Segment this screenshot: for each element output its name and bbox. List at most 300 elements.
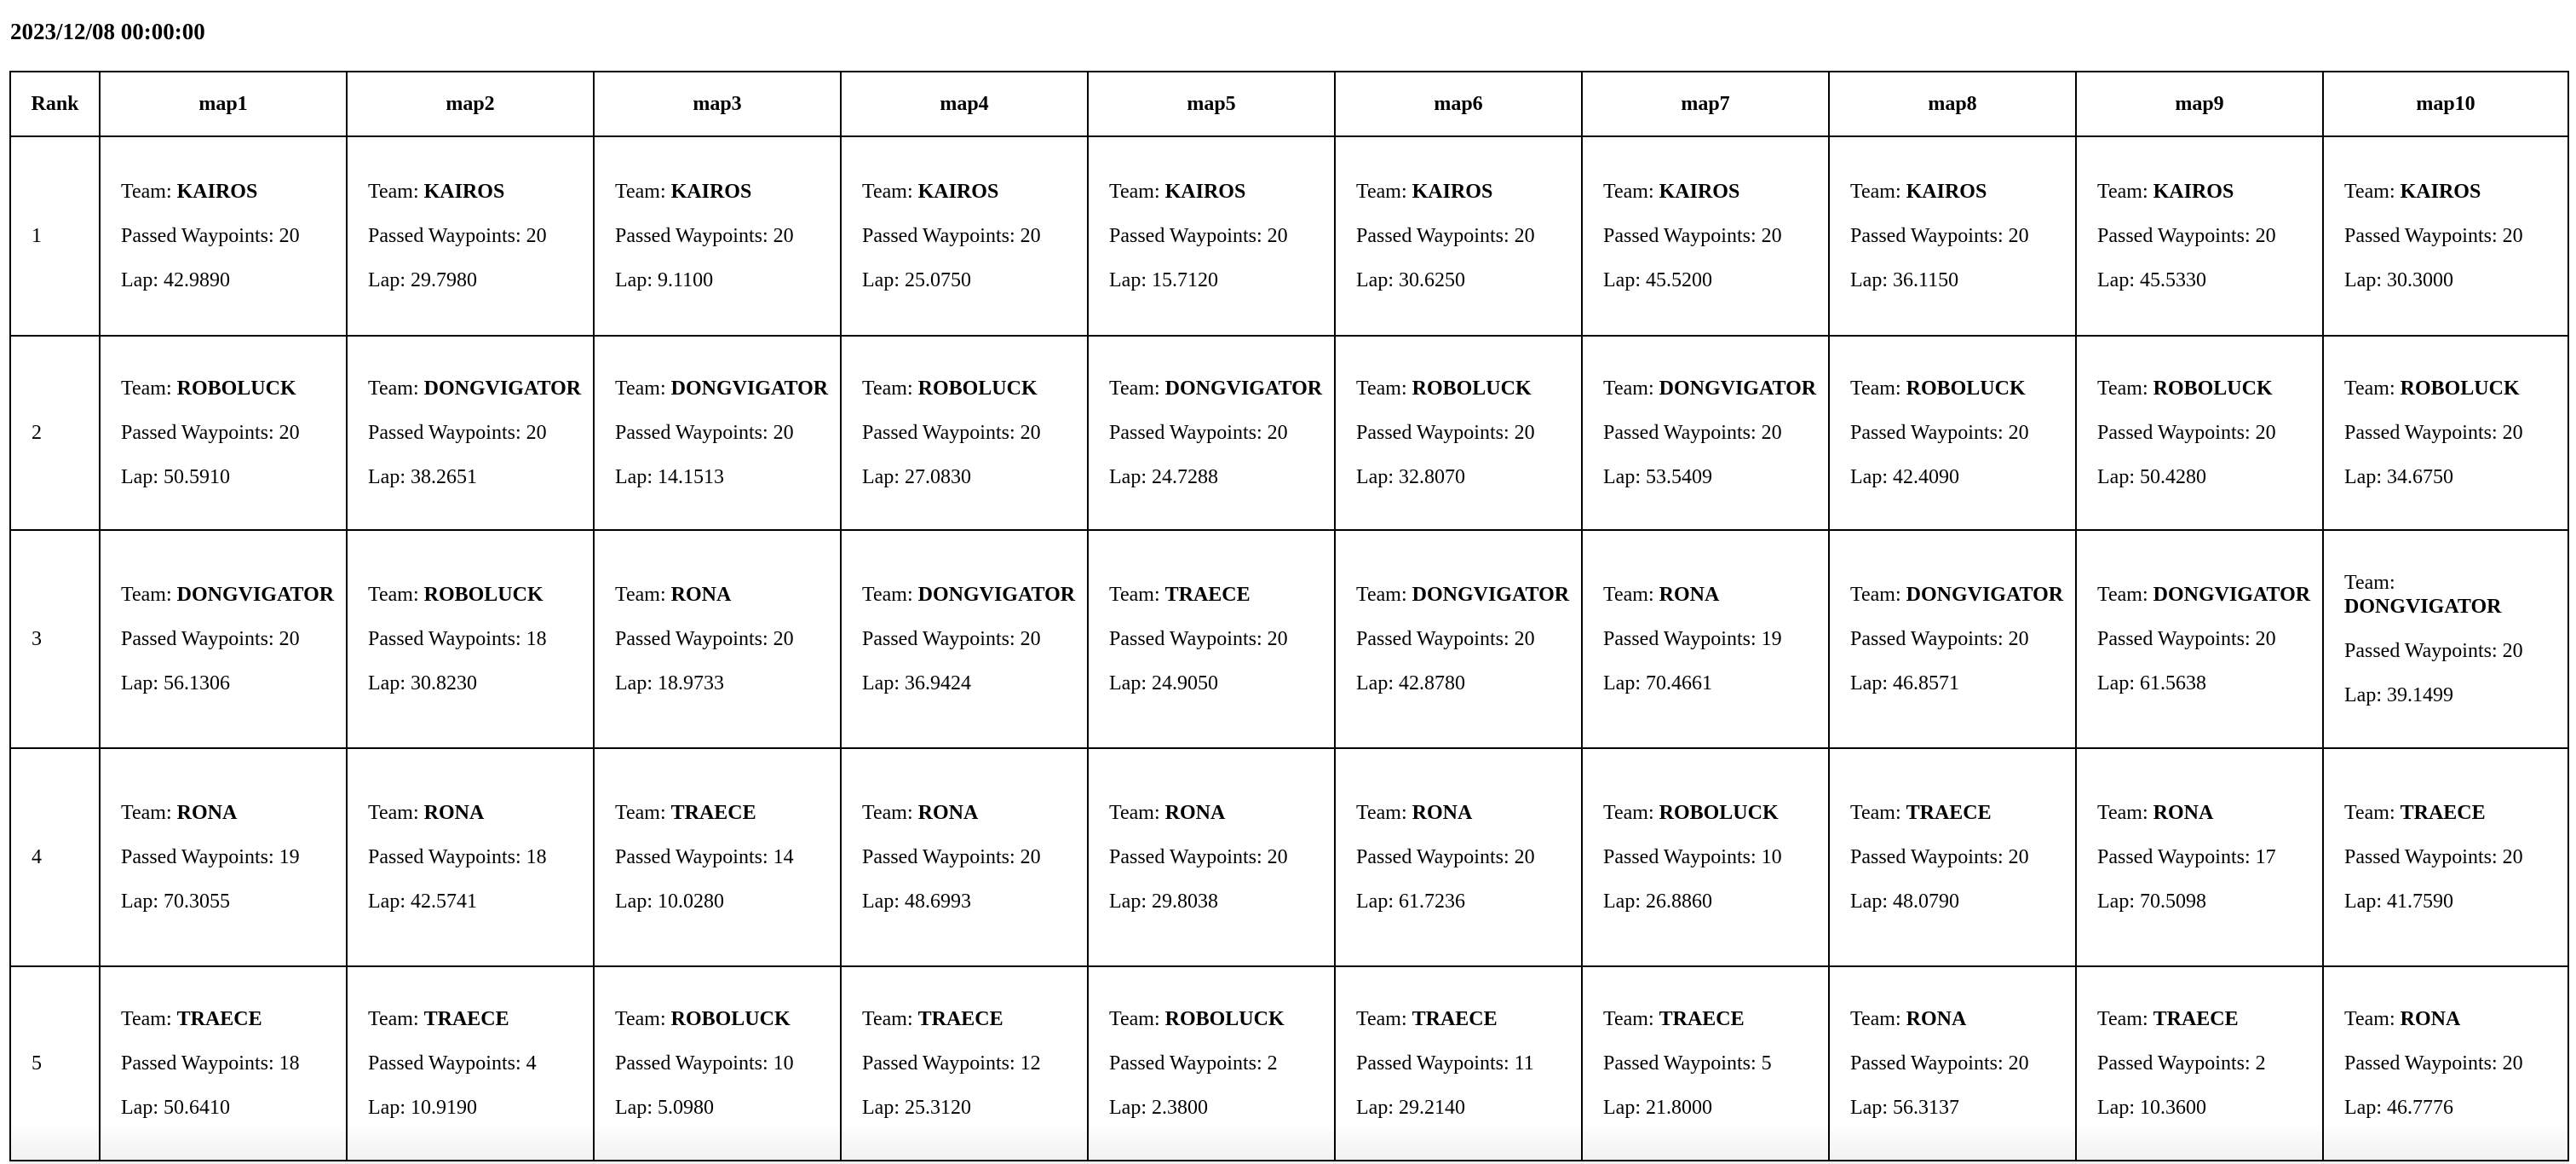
lap-value: 9.1100 — [657, 269, 714, 291]
result-cell — [2323, 336, 2568, 530]
table-row — [10, 136, 2568, 336]
result-cell — [1335, 336, 1582, 530]
team-label: Team: — [2344, 802, 2395, 824]
lap-label: Lap: — [615, 269, 653, 291]
waypoints-line — [862, 845, 1077, 869]
waypoints-line — [1850, 421, 2065, 445]
team-line — [1603, 583, 1818, 607]
waypoints-line — [368, 421, 583, 445]
lap-value: 42.8780 — [1398, 672, 1465, 694]
waypoints-label: Passed Waypoints: — [1603, 422, 1757, 444]
team-line — [1109, 180, 1324, 204]
lap-label: Lap: — [1850, 466, 1888, 488]
waypoints-value: 18 — [279, 1052, 300, 1075]
team-name: RONA — [176, 802, 238, 824]
waypoints-line — [368, 224, 583, 248]
team-name: DONGVIGATOR — [423, 377, 582, 400]
result-cell — [1088, 748, 1335, 966]
team-line — [1603, 180, 1818, 204]
waypoints-value: 20 — [2502, 1052, 2523, 1075]
team-line — [2344, 377, 2557, 400]
waypoints-line — [2344, 421, 2557, 445]
lap-label: Lap: — [2344, 890, 2382, 913]
waypoints-line — [121, 421, 336, 445]
lap-value: 36.9424 — [904, 672, 971, 694]
waypoints-line — [2344, 845, 2557, 869]
lap-value: 53.5409 — [1645, 466, 1712, 488]
team-line — [368, 583, 583, 607]
team-line — [1109, 377, 1324, 400]
result-cell — [2323, 966, 2568, 1161]
result-cell — [594, 748, 841, 966]
team-name: TRAECE — [1659, 1008, 1745, 1030]
waypoints-label: Passed Waypoints: — [862, 846, 1015, 868]
team-line — [2097, 377, 2312, 400]
team-name: TRAECE — [176, 1008, 262, 1030]
team-label: Team: — [615, 584, 666, 606]
team-label: Team: — [862, 584, 913, 606]
waypoints-label: Passed Waypoints: — [368, 225, 521, 247]
lap-line — [1850, 890, 2065, 913]
lap-label: Lap: — [862, 269, 900, 291]
lap-label: Lap: — [2097, 672, 2135, 694]
result-cell — [100, 748, 347, 966]
team-line — [1850, 377, 2065, 400]
result-cell — [1335, 530, 1582, 748]
lap-value: 42.9890 — [163, 269, 230, 291]
waypoints-value: 20 — [1020, 628, 1041, 650]
team-label: Team: — [2097, 802, 2148, 824]
lap-line — [121, 671, 336, 695]
team-line — [2344, 180, 2557, 204]
team-name: KAIROS — [917, 181, 999, 203]
header-rank: Rank — [10, 72, 100, 136]
team-line — [2344, 571, 2557, 619]
result-cell — [1088, 336, 1335, 530]
waypoints-label: Passed Waypoints: — [1603, 225, 1757, 247]
header-map5: map5 — [1088, 72, 1335, 136]
team-line — [1356, 801, 1571, 825]
lap-value: 48.0790 — [1892, 890, 1959, 913]
team-line — [862, 180, 1077, 204]
result-cell — [347, 136, 594, 336]
team-name: KAIROS — [423, 181, 505, 203]
team-name: KAIROS — [2153, 181, 2234, 203]
lap-line — [1603, 671, 1818, 695]
waypoints-label: Passed Waypoints: — [121, 422, 274, 444]
header-map8: map8 — [1829, 72, 2076, 136]
lap-value: 70.3055 — [163, 890, 230, 913]
waypoints-line — [1603, 1052, 1818, 1075]
waypoints-label: Passed Waypoints: — [1603, 846, 1757, 868]
lap-label: Lap: — [121, 466, 158, 488]
result-cell — [2323, 530, 2568, 748]
team-label: Team: — [1356, 584, 1407, 606]
lap-line — [615, 1096, 830, 1120]
waypoints-line — [1850, 224, 2065, 248]
team-line — [615, 377, 830, 400]
lap-label: Lap: — [1850, 890, 1888, 913]
waypoints-value: 20 — [773, 422, 794, 444]
lap-value: 56.3137 — [1892, 1097, 1959, 1119]
lap-value: 34.6750 — [2386, 466, 2453, 488]
lap-line — [1356, 671, 1571, 695]
team-label: Team: — [2097, 1008, 2148, 1030]
waypoints-line — [2344, 639, 2557, 663]
lap-value: 46.8571 — [1892, 672, 1959, 694]
lap-value: 29.8038 — [1151, 890, 1218, 913]
lap-label: Lap: — [1356, 672, 1394, 694]
waypoints-label: Passed Waypoints: — [1850, 628, 2004, 650]
lap-label: Lap: — [368, 1097, 405, 1119]
lap-line — [862, 671, 1077, 695]
waypoints-value: 2 — [1267, 1052, 1278, 1075]
result-cell — [1335, 136, 1582, 336]
team-name: TRAECE — [917, 1008, 1003, 1030]
result-cell — [2076, 748, 2323, 966]
waypoints-line — [1109, 845, 1324, 869]
waypoints-line — [2097, 1052, 2312, 1075]
team-name: KAIROS — [176, 181, 258, 203]
team-label: Team: — [1109, 377, 1160, 400]
waypoints-label: Passed Waypoints: — [1850, 422, 2004, 444]
result-cell — [347, 748, 594, 966]
result-cell — [594, 966, 841, 1161]
lap-value: 29.7980 — [410, 269, 477, 291]
team-label: Team: — [1603, 181, 1654, 203]
lap-line — [368, 268, 583, 292]
result-cell — [1335, 748, 1582, 966]
waypoints-value: 20 — [1267, 225, 1288, 247]
lap-line — [121, 268, 336, 292]
waypoints-label: Passed Waypoints: — [1109, 1052, 1262, 1075]
team-label: Team: — [121, 802, 172, 824]
lap-line — [862, 890, 1077, 913]
result-cell — [2323, 748, 2568, 966]
team-line — [862, 583, 1077, 607]
team-name: DONGVIGATOR — [176, 584, 335, 606]
lap-value: 30.3000 — [2386, 269, 2453, 291]
waypoints-value: 2 — [2255, 1052, 2266, 1075]
team-name: ROBOLUCK — [670, 1008, 791, 1030]
lap-value: 30.6250 — [1398, 269, 1465, 291]
team-label: Team: — [1109, 1008, 1160, 1030]
lap-line — [862, 465, 1077, 489]
waypoints-value: 20 — [2008, 846, 2029, 868]
team-line — [1850, 583, 2065, 607]
waypoints-value: 4 — [526, 1052, 537, 1075]
lap-label: Lap: — [862, 890, 900, 913]
team-label: Team: — [2344, 377, 2395, 400]
lap-value: 70.4661 — [1645, 672, 1712, 694]
waypoints-value: 19 — [1761, 628, 1782, 650]
result-cell — [347, 530, 594, 748]
team-line — [862, 801, 1077, 825]
waypoints-line — [2097, 845, 2312, 869]
team-name: KAIROS — [1659, 181, 1740, 203]
rank-cell: 1 — [10, 136, 100, 336]
result-cell — [2076, 136, 2323, 336]
waypoints-line — [862, 421, 1077, 445]
lap-label: Lap: — [1109, 269, 1147, 291]
team-name: TRAECE — [1906, 802, 1992, 824]
team-label: Team: — [615, 377, 666, 400]
lap-line — [2097, 671, 2312, 695]
result-cell — [841, 748, 1088, 966]
team-line — [1603, 1007, 1818, 1031]
lap-value: 61.5638 — [2139, 672, 2206, 694]
team-label: Team: — [121, 181, 172, 203]
table-row — [10, 336, 2568, 530]
waypoints-line — [1356, 845, 1571, 869]
team-name: ROBOLUCK — [2400, 377, 2520, 400]
lap-line — [1356, 1096, 1571, 1120]
lap-label: Lap: — [615, 1097, 653, 1119]
team-name: TRAECE — [1412, 1008, 1498, 1030]
waypoints-label: Passed Waypoints: — [121, 1052, 274, 1075]
team-label: Team: — [1603, 802, 1654, 824]
waypoints-line — [368, 845, 583, 869]
rank-cell: 2 — [10, 336, 100, 530]
waypoints-label: Passed Waypoints: — [1850, 1052, 2004, 1075]
waypoints-value: 20 — [279, 628, 300, 650]
waypoints-line — [121, 845, 336, 869]
lap-value: 36.1150 — [1892, 269, 1959, 291]
lap-line — [1850, 1096, 2065, 1120]
result-cell — [1582, 966, 1829, 1161]
lap-line — [1850, 465, 2065, 489]
team-line — [368, 1007, 583, 1031]
team-name: ROBOLUCK — [1412, 377, 1532, 400]
waypoints-label: Passed Waypoints: — [121, 628, 274, 650]
lap-label: Lap: — [1603, 466, 1641, 488]
lap-value: 50.5910 — [163, 466, 230, 488]
result-cell — [841, 136, 1088, 336]
waypoints-label: Passed Waypoints: — [1356, 422, 1509, 444]
lap-line — [1850, 268, 2065, 292]
result-cell — [2076, 530, 2323, 748]
lap-value: 50.4280 — [2139, 466, 2206, 488]
waypoints-label: Passed Waypoints: — [1603, 1052, 1757, 1075]
team-line — [2344, 801, 2557, 825]
waypoints-value: 20 — [1020, 846, 1041, 868]
lap-line — [368, 465, 583, 489]
team-name: ROBOLUCK — [1906, 377, 2026, 400]
header-map10: map10 — [2323, 72, 2568, 136]
waypoints-label: Passed Waypoints: — [368, 1052, 521, 1075]
team-name: ROBOLUCK — [2153, 377, 2273, 400]
waypoints-line — [368, 627, 583, 651]
waypoints-value: 20 — [2255, 422, 2276, 444]
lap-label: Lap: — [1356, 890, 1394, 913]
result-cell — [2323, 136, 2568, 336]
waypoints-line — [1850, 1052, 2065, 1075]
lap-value: 32.8070 — [1398, 466, 1465, 488]
team-line — [1109, 583, 1324, 607]
lap-label: Lap: — [1603, 672, 1641, 694]
team-name: DONGVIGATOR — [1906, 584, 2064, 606]
lap-label: Lap: — [368, 890, 405, 913]
team-label: Team: — [368, 802, 419, 824]
team-line — [121, 801, 336, 825]
waypoints-value: 20 — [1761, 225, 1782, 247]
table-row — [10, 530, 2568, 748]
waypoints-line — [862, 224, 1077, 248]
header-map1: map1 — [100, 72, 347, 136]
waypoints-value: 20 — [279, 225, 300, 247]
lap-value: 26.8860 — [1645, 890, 1712, 913]
waypoints-line — [1356, 627, 1571, 651]
team-label: Team: — [2097, 377, 2148, 400]
result-cell — [1088, 136, 1335, 336]
lap-line — [1109, 890, 1324, 913]
team-name: DONGVIGATOR — [1412, 584, 1570, 606]
results-table-body — [10, 136, 2568, 1161]
waypoints-label: Passed Waypoints: — [615, 846, 768, 868]
lap-label: Lap: — [615, 466, 653, 488]
result-cell — [1582, 748, 1829, 966]
team-line — [368, 377, 583, 400]
lap-label: Lap: — [2344, 466, 2382, 488]
team-name: ROBOLUCK — [176, 377, 296, 400]
result-cell — [1829, 530, 2076, 748]
waypoints-value: 20 — [1514, 846, 1535, 868]
result-cell — [100, 336, 347, 530]
team-name: RONA — [670, 584, 732, 606]
lap-label: Lap: — [121, 672, 158, 694]
lap-line — [368, 1096, 583, 1120]
result-cell — [1829, 336, 2076, 530]
team-name: TRAECE — [2153, 1008, 2239, 1030]
waypoints-line — [121, 627, 336, 651]
team-line — [368, 180, 583, 204]
waypoints-line — [2344, 224, 2557, 248]
lap-line — [1356, 465, 1571, 489]
team-label: Team: — [1356, 377, 1407, 400]
team-label: Team: — [1850, 377, 1901, 400]
lap-label: Lap: — [1603, 269, 1641, 291]
lap-line — [121, 890, 336, 913]
lap-value: 42.5741 — [410, 890, 477, 913]
team-line — [2097, 801, 2312, 825]
lap-value: 39.1499 — [2386, 684, 2453, 706]
team-label: Team: — [1850, 181, 1901, 203]
lap-label: Lap: — [1109, 672, 1147, 694]
waypoints-value: 20 — [1761, 422, 1782, 444]
waypoints-value: 20 — [2008, 1052, 2029, 1075]
team-label: Team: — [1356, 802, 1407, 824]
header-map7: map7 — [1582, 72, 1829, 136]
lap-label: Lap: — [121, 269, 158, 291]
lap-label: Lap: — [862, 1097, 900, 1119]
lap-label: Lap: — [2097, 466, 2135, 488]
team-label: Team: — [368, 181, 419, 203]
waypoints-value: 20 — [526, 225, 547, 247]
team-name: RONA — [1412, 802, 1473, 824]
waypoints-line — [368, 1052, 583, 1075]
timestamp-heading: 2023/12/08 00:00:00 — [10, 19, 205, 44]
lap-line — [2097, 268, 2312, 292]
waypoints-line — [615, 845, 830, 869]
waypoints-label: Passed Waypoints: — [1850, 846, 2004, 868]
team-line — [121, 583, 336, 607]
team-label: Team: — [615, 181, 666, 203]
team-name: ROBOLUCK — [917, 377, 1038, 400]
lap-line — [1109, 1096, 1324, 1120]
lap-label: Lap: — [368, 672, 405, 694]
team-line — [2344, 1007, 2557, 1031]
waypoints-value: 20 — [279, 422, 300, 444]
waypoints-label: Passed Waypoints: — [368, 628, 521, 650]
lap-value: 18.9733 — [657, 672, 724, 694]
result-cell — [2076, 966, 2323, 1161]
team-line — [368, 801, 583, 825]
lap-value: 50.6410 — [163, 1097, 230, 1119]
waypoints-value: 20 — [1514, 628, 1535, 650]
waypoints-value: 20 — [2502, 422, 2523, 444]
header-map4: map4 — [841, 72, 1088, 136]
team-label: Team: — [615, 802, 666, 824]
lap-label: Lap: — [121, 890, 158, 913]
result-cell — [1582, 136, 1829, 336]
lap-line — [2344, 465, 2557, 489]
header-map3: map3 — [594, 72, 841, 136]
team-label: Team: — [121, 1008, 172, 1030]
waypoints-value: 14 — [773, 846, 794, 868]
lap-value: 15.7120 — [1151, 269, 1218, 291]
lap-label: Lap: — [2344, 1097, 2382, 1119]
waypoints-label: Passed Waypoints: — [615, 1052, 768, 1075]
waypoints-label: Passed Waypoints: — [862, 422, 1015, 444]
result-cell — [1335, 966, 1582, 1161]
team-line — [615, 583, 830, 607]
waypoints-line — [615, 627, 830, 651]
waypoints-label: Passed Waypoints: — [2344, 422, 2498, 444]
lap-line — [2344, 890, 2557, 913]
waypoints-value: 20 — [1267, 422, 1288, 444]
lap-line — [368, 671, 583, 695]
team-label: Team: — [2344, 572, 2395, 594]
team-line — [1109, 801, 1324, 825]
team-line — [862, 1007, 1077, 1031]
lap-value: 21.8000 — [1645, 1097, 1712, 1119]
waypoints-label: Passed Waypoints: — [1603, 628, 1757, 650]
team-line — [862, 377, 1077, 400]
team-label: Team: — [862, 377, 913, 400]
lap-line — [615, 268, 830, 292]
lap-line — [1109, 465, 1324, 489]
rank-cell: 3 — [10, 530, 100, 748]
lap-value: 42.4090 — [1892, 466, 1959, 488]
team-line — [1356, 180, 1571, 204]
result-cell — [841, 336, 1088, 530]
waypoints-label: Passed Waypoints: — [2344, 225, 2498, 247]
waypoints-value: 20 — [1514, 422, 1535, 444]
lap-label: Lap: — [1109, 1097, 1147, 1119]
team-name: DONGVIGATOR — [917, 584, 1076, 606]
lap-value: 2.3800 — [1151, 1097, 1208, 1119]
lap-line — [862, 1096, 1077, 1120]
waypoints-value: 20 — [2008, 225, 2029, 247]
waypoints-value: 20 — [773, 225, 794, 247]
team-line — [615, 180, 830, 204]
waypoints-line — [1850, 627, 2065, 651]
team-name: DONGVIGATOR — [2344, 596, 2502, 618]
team-name: RONA — [1164, 802, 1226, 824]
team-name: KAIROS — [2400, 181, 2481, 203]
lap-value: 61.7236 — [1398, 890, 1465, 913]
lap-value: 25.3120 — [904, 1097, 971, 1119]
